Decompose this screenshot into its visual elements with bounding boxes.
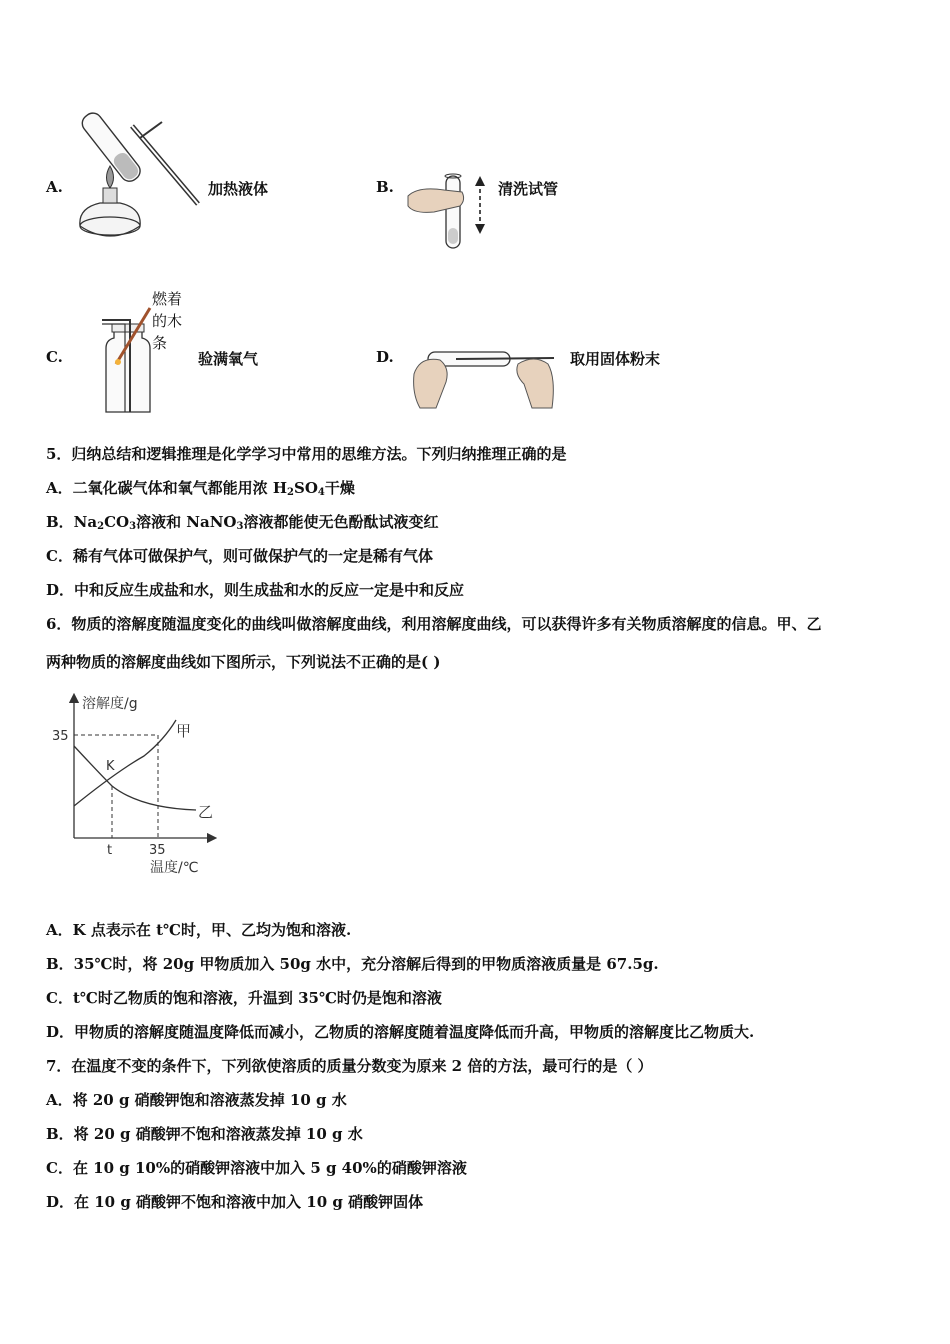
q5-stem: 5．归纳总结和逻辑推理是化学学习中常用的思维方法。下列归纳推理正确的是 — [46, 445, 567, 463]
q7-option-a: A．将 20 g 硝酸钾饱和溶液蒸发掉 10 g 水 — [46, 1091, 347, 1109]
q5-option-d: D．中和反应生成盐和水，则生成盐和水的反应一定是中和反应 — [46, 581, 465, 599]
powder-spoon-figure — [406, 334, 562, 412]
y-tick-35: 35 — [52, 729, 69, 744]
option-c-letter: C. — [46, 348, 63, 366]
option-b-caption: 清洗试管 — [498, 180, 559, 198]
q7-option-b: B．将 20 g 硝酸钾不饱和溶液蒸发掉 10 g 水 — [46, 1125, 363, 1143]
q6-stem-line-1: 6．物质的溶解度随温度变化的曲线叫做溶解度曲线，利用溶解度曲线，可以获得许多有关物质溶解度的信息。甲、乙 — [46, 615, 822, 633]
option-c-caption: 验满氧气 — [198, 350, 259, 368]
series-yi-curve — [74, 746, 196, 810]
x-tick-35: 35 — [149, 843, 166, 858]
note-line-1: 燃着 — [152, 290, 183, 308]
option-d-caption: 取用固体粉末 — [570, 350, 661, 368]
solubility-chart — [44, 688, 234, 880]
heating-liquid-figure — [70, 108, 205, 250]
q6-option-c: C．t℃时乙物质的饱和溶液，升温到 35℃时仍是饱和溶液 — [46, 989, 442, 1007]
option-a-letter: A. — [46, 178, 63, 196]
q5-option-a: A．二氧化碳气体和氧气都能用浓 $H_2SO_4$干燥 — [46, 479, 355, 498]
q7-stem: 7．在温度不变的条件下，下列欲使溶质的质量分数变为原来 2 倍的方法，最可行的是（ ） — [46, 1057, 653, 1075]
q6-option-d: D．甲物质的溶解度随温度降低而减小，乙物质的溶解度随着温度降低而升高，甲物质的溶解度比乙物质大. — [46, 1023, 755, 1041]
point-k-label: K — [106, 759, 115, 774]
oxygen-check-figure — [98, 300, 158, 418]
washing-tube-figure — [404, 170, 494, 252]
q6-stem-line-2: 两种物质的溶解度曲线如下图所示，下列说法不正确的是( ) — [46, 653, 441, 671]
q7-option-d: D．在 10 g 硝酸钾不饱和溶液中加入 10 g 硝酸钾固体 — [46, 1193, 424, 1211]
x-axis-label: 温度/℃ — [150, 860, 199, 876]
q5-option-b: B．$Na_2CO_3$溶液和 NaNO$_3$溶液都能使无色酚酞试液变红 — [46, 513, 439, 532]
note-line-3: 条 — [152, 334, 168, 352]
q6-option-b: B．35℃时，将 20g 甲物质加入 50g 水中，充分溶解后得到的甲物质溶液质量是 67.5g. — [46, 955, 659, 973]
option-a-caption: 加热液体 — [208, 180, 269, 198]
series-yi-label: 乙 — [198, 803, 214, 821]
note-line-2: 的木 — [152, 312, 183, 330]
q6-option-a: A．K 点表示在 t℃时，甲、乙均为饱和溶液. — [46, 921, 352, 939]
series-jia-label: 甲 — [176, 722, 192, 740]
burning-stick-note — [152, 288, 182, 354]
q5-option-c: C．稀有气体可做保护气，则可做保护气的一定是稀有气体 — [46, 547, 433, 565]
option-b-letter: B. — [376, 178, 394, 196]
y-axis-label: 溶解度/g — [82, 696, 138, 712]
option-d-letter: D. — [376, 348, 394, 366]
x-tick-t: t — [107, 843, 113, 858]
q7-option-c: C．在 10 g 10%的硝酸钾溶液中加入 5 g 40%的硝酸钾溶液 — [46, 1159, 467, 1177]
